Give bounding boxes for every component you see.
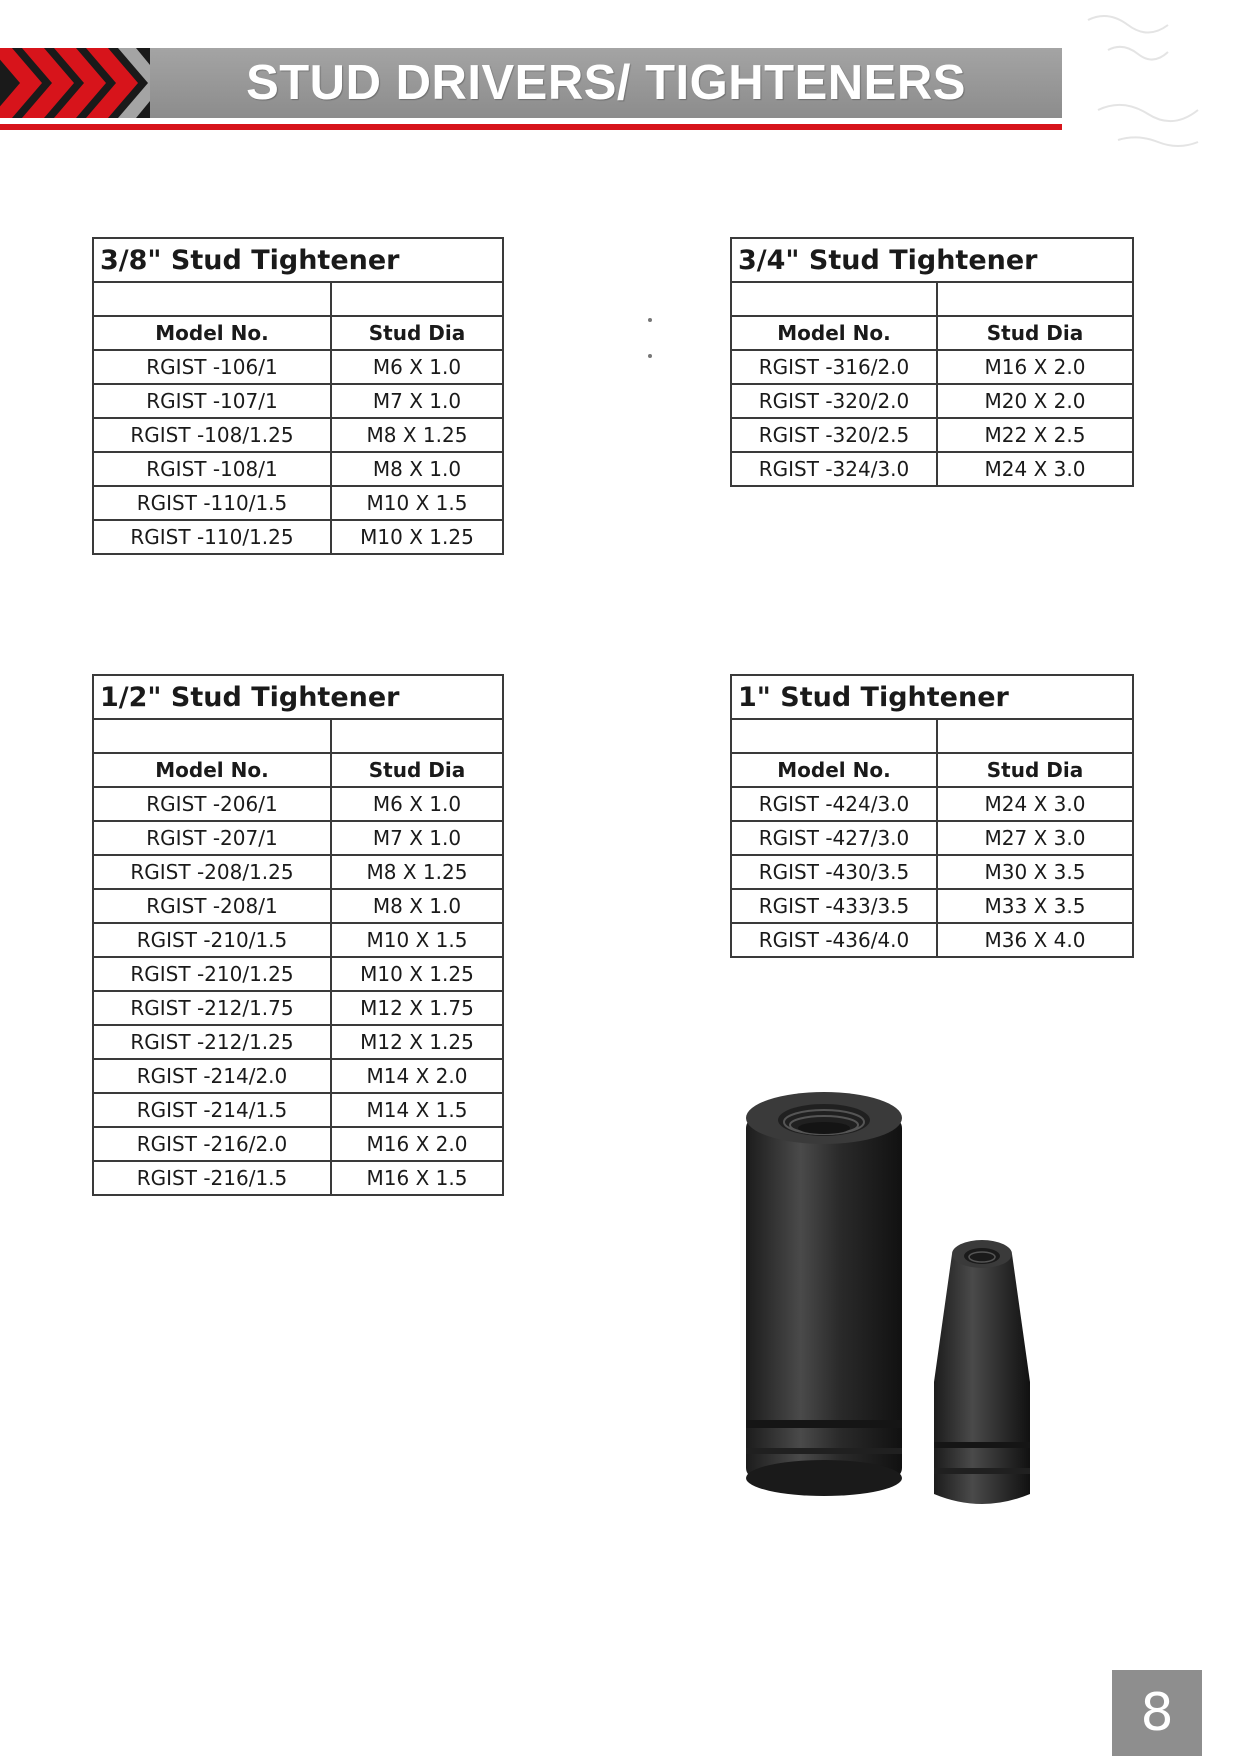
model-cell: RGIST -424/3.0 [731, 787, 937, 821]
column-header-stud-dia: Stud Dia [937, 753, 1133, 787]
stud-dia-cell: M8 X 1.25 [331, 418, 503, 452]
stud-dia-cell: M8 X 1.0 [331, 452, 503, 486]
table-row [93, 1059, 503, 1093]
column-header-model: Model No. [731, 753, 937, 787]
table-row [731, 350, 1133, 384]
stud-dia-cell: M7 X 1.0 [331, 821, 503, 855]
table-row [93, 418, 503, 452]
decorative-dot [648, 318, 652, 322]
column-header-stud-dia: Stud Dia [331, 316, 503, 350]
table-row [93, 1025, 503, 1059]
table-row [93, 384, 503, 418]
model-cell: RGIST -108/1 [93, 452, 331, 486]
table-row [93, 889, 503, 923]
model-cell: RGIST -210/1.25 [93, 957, 331, 991]
column-header-model: Model No. [93, 316, 331, 350]
table-row [93, 452, 503, 486]
table-title: 3/4" Stud Tightener [731, 238, 1133, 282]
table-row [93, 1093, 503, 1127]
stud-tightener-small-image [918, 1232, 1046, 1510]
model-cell: RGIST -212/1.75 [93, 991, 331, 1025]
model-cell: RGIST -208/1 [93, 889, 331, 923]
stud-dia-cell: M14 X 1.5 [331, 1093, 503, 1127]
model-cell: RGIST -108/1.25 [93, 418, 331, 452]
table-title: 1/2" Stud Tightener [93, 675, 503, 719]
model-cell: RGIST -106/1 [93, 350, 331, 384]
table-row [93, 821, 503, 855]
stud-dia-cell: M24 X 3.0 [937, 787, 1133, 821]
page-title: STUD DRIVERS/ TIGHTENERS [246, 56, 966, 110]
column-header-model: Model No. [731, 316, 937, 350]
stud-dia-cell: M8 X 1.25 [331, 855, 503, 889]
model-cell: RGIST -107/1 [93, 384, 331, 418]
stud-dia-cell: M10 X 1.5 [331, 923, 503, 957]
column-header-stud-dia: Stud Dia [937, 316, 1133, 350]
decorative-dot [648, 354, 652, 358]
stud-dia-cell: M16 X 2.0 [331, 1127, 503, 1161]
stud-dia-cell: M36 X 4.0 [937, 923, 1133, 957]
model-cell: RGIST -210/1.5 [93, 923, 331, 957]
corner-watermark-icon [1068, 0, 1240, 180]
model-cell: RGIST -212/1.25 [93, 1025, 331, 1059]
table-1-2-stud-tightener [92, 674, 504, 1196]
model-cell: RGIST -320/2.5 [731, 418, 937, 452]
table-row [731, 889, 1133, 923]
table-row [731, 821, 1133, 855]
stud-dia-cell: M12 X 1.25 [331, 1025, 503, 1059]
stud-dia-cell: M7 X 1.0 [331, 384, 503, 418]
model-cell: RGIST -214/2.0 [93, 1059, 331, 1093]
stud-dia-cell: M10 X 1.5 [331, 486, 503, 520]
stud-dia-cell: M12 X 1.75 [331, 991, 503, 1025]
stud-dia-cell: M16 X 2.0 [937, 350, 1133, 384]
stud-dia-cell: M22 X 2.5 [937, 418, 1133, 452]
stud-dia-cell: M24 X 3.0 [937, 452, 1133, 486]
table-row [93, 787, 503, 821]
table-row [731, 855, 1133, 889]
chevron-arrows-icon [0, 48, 150, 118]
stud-dia-cell: M10 X 1.25 [331, 520, 503, 554]
banner-underline [0, 124, 1062, 130]
table-row [93, 991, 503, 1025]
model-cell: RGIST -320/2.0 [731, 384, 937, 418]
table-row [93, 855, 503, 889]
model-cell: RGIST -208/1.25 [93, 855, 331, 889]
model-cell: RGIST -206/1 [93, 787, 331, 821]
table-row [731, 418, 1133, 452]
table-3-4-stud-tightener [730, 237, 1134, 487]
model-cell: RGIST -110/1.5 [93, 486, 331, 520]
stud-dia-cell: M30 X 3.5 [937, 855, 1133, 889]
table-row [731, 452, 1133, 486]
table-row [93, 957, 503, 991]
stud-dia-cell: M16 X 1.5 [331, 1161, 503, 1195]
table-row [93, 923, 503, 957]
table-row [93, 486, 503, 520]
model-cell: RGIST -216/2.0 [93, 1127, 331, 1161]
model-cell: RGIST -316/2.0 [731, 350, 937, 384]
stud-tightener-large-image [740, 1090, 910, 1510]
stud-dia-cell: M10 X 1.25 [331, 957, 503, 991]
model-cell: RGIST -216/1.5 [93, 1161, 331, 1195]
table-row [93, 1127, 503, 1161]
table-row [731, 384, 1133, 418]
model-cell: RGIST -427/3.0 [731, 821, 937, 855]
model-cell: RGIST -324/3.0 [731, 452, 937, 486]
model-cell: RGIST -110/1.25 [93, 520, 331, 554]
stud-dia-cell: M6 X 1.0 [331, 787, 503, 821]
stud-dia-cell: M27 X 3.0 [937, 821, 1133, 855]
table-row [731, 923, 1133, 957]
stud-dia-cell: M20 X 2.0 [937, 384, 1133, 418]
table-row [93, 1161, 503, 1195]
stud-dia-cell: M6 X 1.0 [331, 350, 503, 384]
model-cell: RGIST -433/3.5 [731, 889, 937, 923]
table-title: 3/8" Stud Tightener [93, 238, 503, 282]
table-title: 1" Stud Tightener [731, 675, 1133, 719]
model-cell: RGIST -436/4.0 [731, 923, 937, 957]
stud-dia-cell: M14 X 2.0 [331, 1059, 503, 1093]
model-cell: RGIST -207/1 [93, 821, 331, 855]
table-row [731, 787, 1133, 821]
table-1-inch-stud-tightener [730, 674, 1134, 958]
table-row [93, 350, 503, 384]
model-cell: RGIST -430/3.5 [731, 855, 937, 889]
column-header-stud-dia: Stud Dia [331, 753, 503, 787]
table-row [93, 520, 503, 554]
column-header-model: Model No. [93, 753, 331, 787]
model-cell: RGIST -214/1.5 [93, 1093, 331, 1127]
page-number: 8 [1112, 1670, 1202, 1756]
stud-dia-cell: M8 X 1.0 [331, 889, 503, 923]
stud-dia-cell: M33 X 3.5 [937, 889, 1133, 923]
table-3-8-stud-tightener [92, 237, 504, 555]
